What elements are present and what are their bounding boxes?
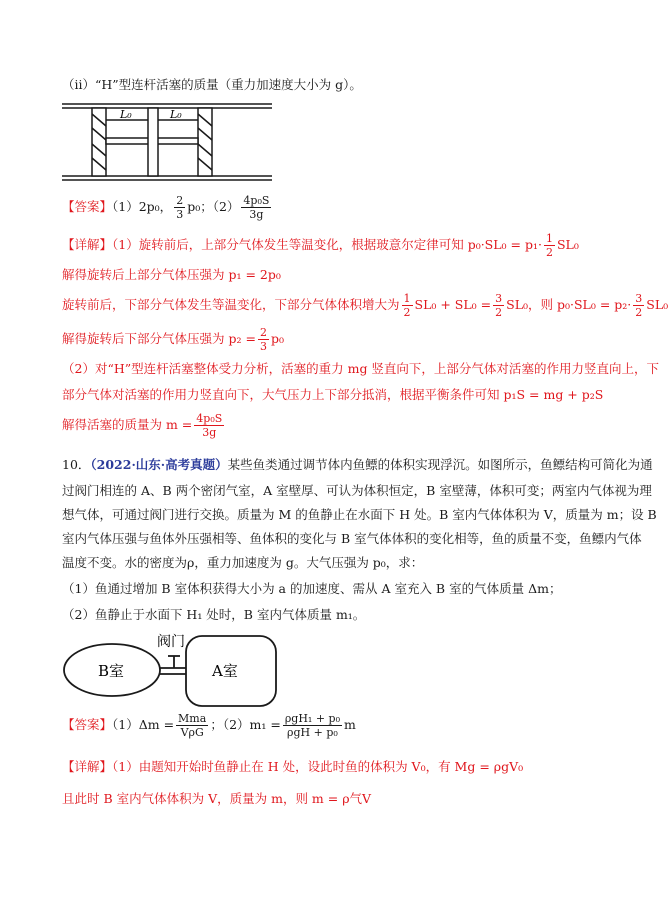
answer-1-part-a: （1）2p₀， xyxy=(112,199,173,214)
answer-1-frac-b: $\frac{\text{4p₀S}}{3g}$ xyxy=(243,194,270,221)
fish-bladder-figure xyxy=(62,628,282,710)
question-10-line-5: 温度不变。水的密度为ρ，重力加速度为 g。大气压强为 p₀，求： xyxy=(62,555,424,570)
answer-1-part-a-tail: p₀；（2） xyxy=(187,199,240,214)
h-piston-diagram xyxy=(62,96,272,188)
answer-2: 【答案】（1）Δm = $\frac{\text{Mma}}{\text{VρG}}$ ；（2）m₁ = $\frac{\text{ρgH₁ + p₀}}{\text{ρgH + p₀}}$ m xyxy=(62,712,356,739)
detail-tag: 【详解】 xyxy=(62,237,113,252)
detail-1-line-3: 旋转前后，下部分气体发生等温变化，下部分气体体积增大为 $\frac{1}{2}$ SL₀ + SL₀ = $\frac{3}{2}$ SL₀，则 p₀·SL₀ = p₂· $\frac{3}{2}$ SL₀ xyxy=(62,292,668,319)
dim-label-right: L₀ xyxy=(170,108,182,121)
h-piston-figure xyxy=(62,96,272,188)
detail-2-line-2: 且此时 B 室内气体体积为 V，质量为 m，则 m = ρ气V xyxy=(62,791,372,806)
question-number: 10． xyxy=(62,457,91,472)
question-source: （2022·山东·高考真题） xyxy=(90,457,228,472)
detail-2-line-1: 【详解】（1）由题知开始时鱼静止在 H 处，设此时鱼的体积为 V₀，有 Mg = ρgV₀ xyxy=(62,759,524,774)
valve-label: 阀门 xyxy=(157,634,185,650)
question-10-sub-1: （1）鱼通过增加 B 室体积获得大小为 a 的加速度、需从 A 室充入 B 室的气体质量 Δm； xyxy=(62,581,562,596)
detail-1-line-7: 解得活塞的质量为 m = $\frac{\text{4p₀S}}{3g}$ xyxy=(62,412,223,439)
answer-tag: 【答案】 xyxy=(62,199,113,214)
answer-1-frac-a: $\frac{2}{3}$ xyxy=(176,194,184,221)
question-10-line-2: 过阀门相连的 A、B 两个密闭气室，A 室壁厚、可认为体积恒定，B 室壁薄，体积可变；两室内气体视为理 xyxy=(62,483,652,498)
answer-tag: 【答案】 xyxy=(62,717,113,732)
part-ii-question: （ii）“H”型连杆活塞的质量（重力加速度大小为 g）。 xyxy=(62,77,362,92)
detail-1-line-2: 解得旋转后上部分气体压强为 p₁ = 2p₀ xyxy=(62,267,281,282)
answer-1 xyxy=(62,194,610,221)
dim-label-left: L₀ xyxy=(120,108,132,121)
question-10-line-3: 想气体，可通过阀门进行交换。质量为 M 的鱼静止在水面下 H 处。B 室内气体体积为 V，质量为 m；设 B xyxy=(62,507,657,522)
fish-bladder-diagram xyxy=(62,628,282,710)
question-10-sub-2: （2）鱼静止于水面下 H₁ 处时，B 室内气体质量 m₁。 xyxy=(62,607,366,622)
question-10-line-4: 室内气体压强与鱼体外压强相等、鱼体积的变化与 B 室气体体积的变化相等，鱼的质量不变，鱼鳔内气体 xyxy=(62,531,642,546)
room-b-label: B室 xyxy=(98,662,125,680)
question-10-line-1: 10．（2022·山东·高考真题）某些鱼类通过调节体内鱼鳔的体积实现浮沉。如图所示，鱼鳔结构可简化为通 xyxy=(62,457,653,472)
detail-1-line-1: 【详解】（1）旋转前后，上部分气体发生等温变化，根据玻意尔定律可知 p₀·SL₀ = p₁· $\frac{1}{2}$ SL₀ xyxy=(62,232,579,259)
room-a-label: A室 xyxy=(212,662,238,680)
detail-1-line-5: （2）对“H”型连杆活塞整体受力分析，活塞的重力 mg 竖直向下，上部分气体对活塞的作用力竖直向上，下 xyxy=(62,361,659,376)
detail-1-line-6: 部分气体对活塞的作用力竖直向下，大气压力上下部分抵消，根据平衡条件可知 p₁S = mg + p₂S xyxy=(62,387,604,402)
detail-tag: 【详解】 xyxy=(62,759,113,774)
detail-1-line-4: 解得旋转后下部分气体压强为 p₂ = $\frac{2}{3}$ p₀ xyxy=(62,326,284,353)
